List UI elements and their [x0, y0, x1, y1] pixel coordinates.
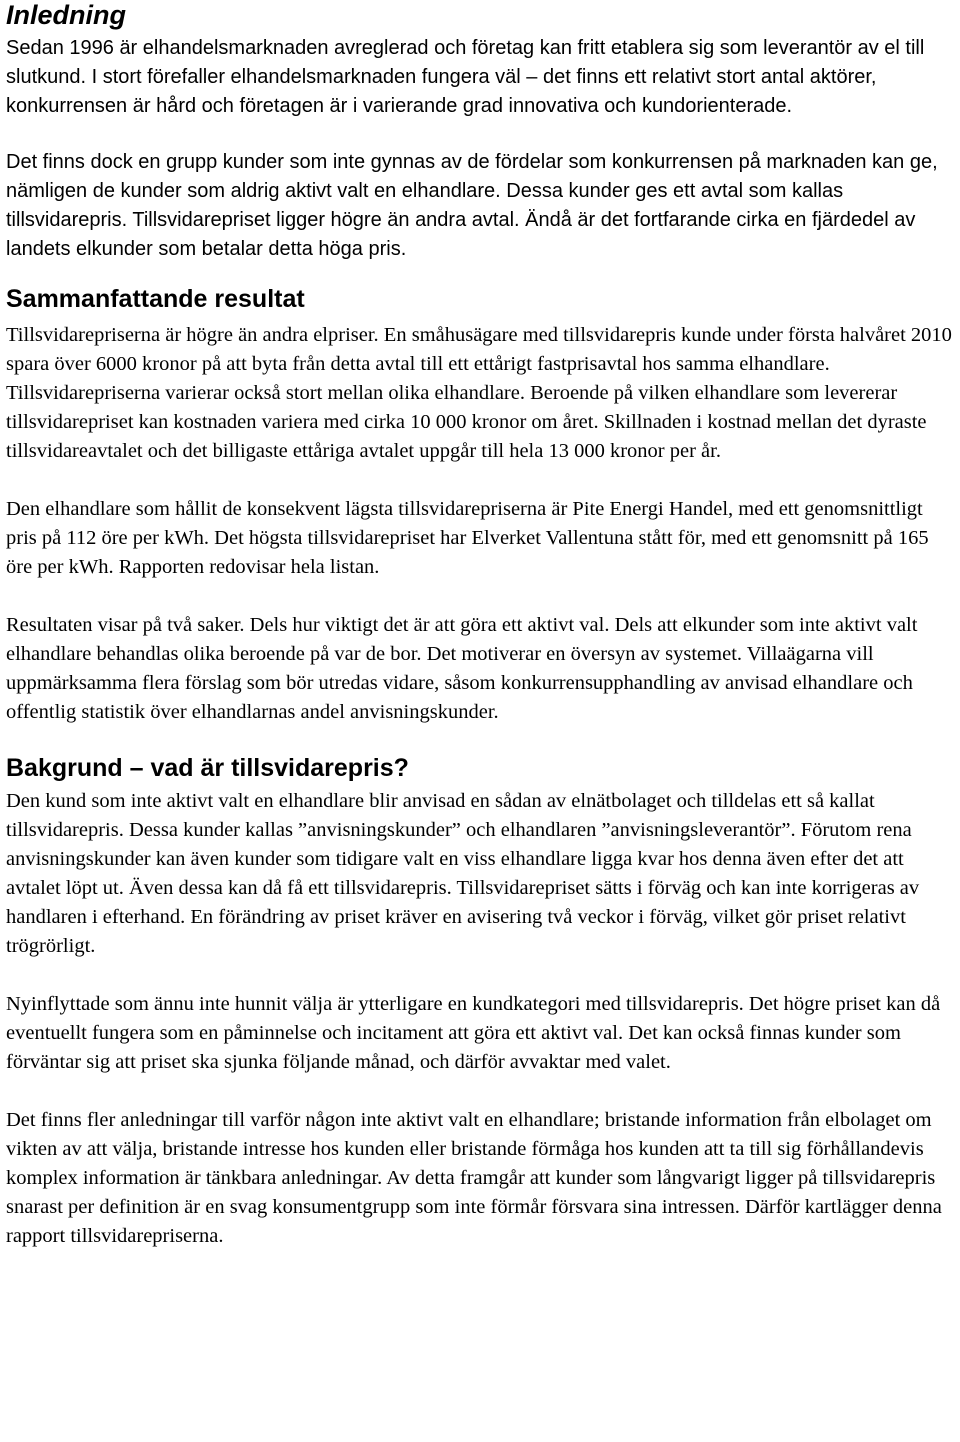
paragraph-sammanfattande-1: Tillsvidarepriserna är högre än andra elpriser. En småhusägare med tillsvidarepris kunde under första halvåret 2010 spara över 6000 kronor på att byta från detta avtal till ett ettårigt fastprisavtal hos samma elhandlare. Tillsvidarepriserna varierar också stort mellan olika elhandlare. Beroende på vilken elhandlare som levererar tillsvidarepriset kan kostnaden variera med cirka 10 000 kronor om året. Skillnaden i kostnad mellan det dyraste tillsvidareavtalet och det billigaste ettåriga avtalet uppgår till hela 13 000 kronor per år.	[6, 324, 952, 462]
paragraph-bakgrund-3: Det finns fler anledningar till varför någon inte aktivt valt en elhandlare; bristande information från elbolaget om vikten av att välja, bristande intresse hos kunden eller bristande förmåga hos kunden att ta till sig förhållandevis komplex information är tänkbara anledningar. Av detta framgår att kunder som långvarigt ligger på tillsvidarepris snarast per definition är en svag konsumentgrupp som inte förmår försvara sina intressen. Därför kartlägger denna rapport tillsvidarepriserna.	[6, 1109, 942, 1247]
paragraph-inledning-2: Det finns dock en grupp kunder som inte gynnas av de fördelar som konkurrensen på marknaden kan ge, nämligen de kunder som aldrig aktivt valt en elhandlare. Dessa kunder ges ett avtal som kallas tillsvidarepris. Tillsvidarepriset ligger högre än andra avtal. Ändå är det fortfarande cirka en fjärdedel av landets elkunder som betalar detta höga pris.	[6, 151, 938, 260]
paragraph-bakgrund-1: Den kund som inte aktivt valt en elhandlare blir anvisad en sådan av elnätbolaget och tilldelas ett så kallat tillsvidarepris. Dessa kunder kallas ”anvisningskunder” och elhandlaren ”anvisningsleverantör”. Förutom rena anvisningskunder kan även kunder som tidigare valt en viss elhandlare ligga kvar hos denna även efter det att avtalet löpt ut. Även dessa kan då få ett tillsvidarepris. Tillsvidarepriset sätts i förväg och kan inte korrigeras av handlaren i efterhand. En förändring av priset kräver en avisering två veckor i förväg, vilket gör priset relativt trögrörligt.	[6, 790, 920, 957]
paragraph-bakgrund-2: Nyinflyttade som ännu inte hunnit välja är ytterligare en kundkategori med tillsvidarepris. Det högre priset kan då eventuellt fungera som en påminnelse och incitament att göra ett aktivt val. Det kan också finnas kunder som förväntar sig att priset ska sjunka följande månad, och därför avvaktar med valet.	[6, 993, 941, 1073]
heading-inledning: Inledning	[6, 0, 126, 30]
heading-sammanfattande-resultat: Sammanfattande resultat	[6, 285, 305, 313]
paragraph-sammanfattande-3: Resultaten visar på två saker. Dels hur viktigt det är att göra ett aktivt val. Dels att elkunder som inte aktivt valt elhandlare behandlas olika beroende på var de bor. Det motiverar en översyn av systemet. Villaägarna vill uppmärksamma flera förslag som bör utredas vidare, såsom konkurrensupphandling av anvisad elhandlare och offentlig statistik över elhandlarnas andel anvisningskunder.	[6, 614, 918, 723]
paragraph-inledning-1: Sedan 1996 är elhandelsmarknaden avreglerad och företag kan fritt etablera sig som leverantör av el till slutkund. I stort förefaller elhandelsmarknaden fungera väl – det finns ett relativt stort antal aktörer, konkurrensen är hård och företagen är i varierande grad innovativa och kundorienterade.	[6, 37, 925, 117]
document-page	[6, 0, 958, 1251]
heading-bakgrund: Bakgrund – vad är tillsvidarepris?	[6, 754, 409, 782]
paragraph-sammanfattande-2: Den elhandlare som hållit de konsekvent lägsta tillsvidarepriserna är Pite Energi Handel, med ett genomsnittligt pris på 112 öre per kWh. Det högsta tillsvidarepriset har Elverket Vallentuna stått för, med ett genomsnitt på 165 öre per kWh. Rapporten redovisar hela listan.	[6, 498, 929, 578]
